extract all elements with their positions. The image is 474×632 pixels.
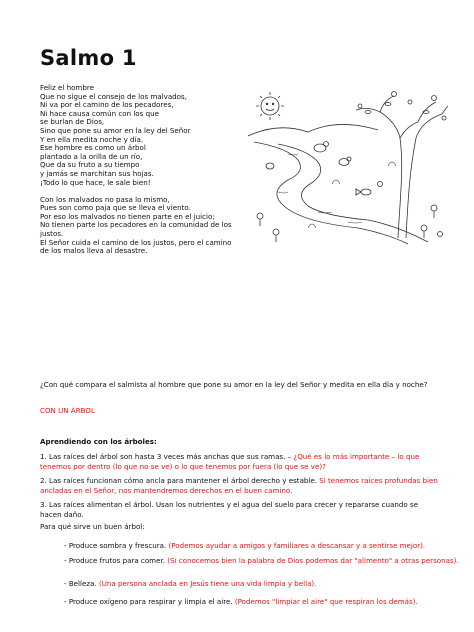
point-2-text: 2. Las raíces funcionan cómo ancla para mantener el árbol derecho y estable.	[40, 476, 320, 485]
use-2	[40, 556, 464, 566]
psalm-stanza-1: Feliz el hombre Que no sigue el consejo de los malvados, Ni va por el camino de los pecadores, Ni hace causa común con los que se burlan de Dios, Sino que pone su amor en la ley del Señor Y en ella medita noche y día. Ese hombre es como un árbol plantado a la orilla de un río, Que da su fruto a su tiempo y jamás se marchitan sus hojas. ¡Todo lo que hace, le sale bien!	[40, 83, 191, 187]
use-2-answer: (Si conocemos bien la palabra de Dios podemos dar "alimento" a otras personas).	[167, 556, 459, 565]
page-title: Salmo 1	[40, 46, 137, 70]
tree-trunk	[380, 112, 442, 238]
question-text: ¿Con qué compara el salmista al hombre que pone su amor en la ley del Señor y medita en ella día y noche?	[40, 380, 428, 389]
use-1-text: - Produce sombra y frescura.	[64, 541, 169, 550]
flowers	[257, 162, 443, 242]
use-1-answer: (Podemos ayudar a amigos y familiares a descansar y a sentirse mejor).	[168, 541, 426, 550]
point-2-answer: Si tenemos raíces profundas bien ancladas en el Señor, nos mantendremos derechos en el buen camino.	[40, 476, 438, 495]
use-2-text: - Produce frutos para comer.	[64, 556, 168, 565]
point-1	[40, 452, 440, 472]
use-3-text: - Belleza.	[64, 579, 99, 588]
psalm-text	[40, 84, 240, 256]
use-4-answer: (Podemos "limpiar el aire" que respiran los demás).	[234, 597, 418, 606]
psalm-stanza-2: Con los malvados no pasa lo mismo, Pues son como paja que se lleva el viento. Por eso los malvados no tienen parte en el juicio; No tienen parte los pecadores en la comunidad de los justos. El Señor cuida el camino de los justos, pero el camino de los malos lleva al desastre.	[40, 194, 232, 256]
point-3	[40, 500, 440, 520]
answer-text: CON UN ÁRBOL	[40, 406, 95, 415]
use-3-answer: (Una persona anclada en Jesús tiene una vida limpia y bella).	[98, 579, 317, 588]
use-4	[40, 597, 464, 607]
tree-river-illustration	[248, 88, 448, 246]
use-4-text: - Produce oxígeno para respirar y limpia el aire.	[64, 597, 235, 606]
point-1-answer: ¿Qué es lo más importante – lo que tenemos por dentro (lo que no se ve) o lo que tenemos por fuera (lo que se ve)?	[40, 452, 420, 471]
point-1-text: 1. Las raíces del árbol son hasta 3 veces más anchas que sus ramas. –	[40, 452, 294, 461]
point-3-text: 3. Las raíces alimentan el árbol. Usan los nutrientes y el agua del suelo para crecer y repararse cuando se hacen daño.	[40, 500, 419, 519]
uses-title: Para qué sirve un buen árbol:	[40, 522, 145, 531]
sun-icon	[256, 92, 284, 120]
use-3	[40, 579, 464, 589]
section-title: Aprendiendo con los árboles:	[40, 437, 157, 446]
use-1	[40, 541, 464, 551]
point-2	[40, 476, 440, 496]
hills	[248, 124, 378, 136]
